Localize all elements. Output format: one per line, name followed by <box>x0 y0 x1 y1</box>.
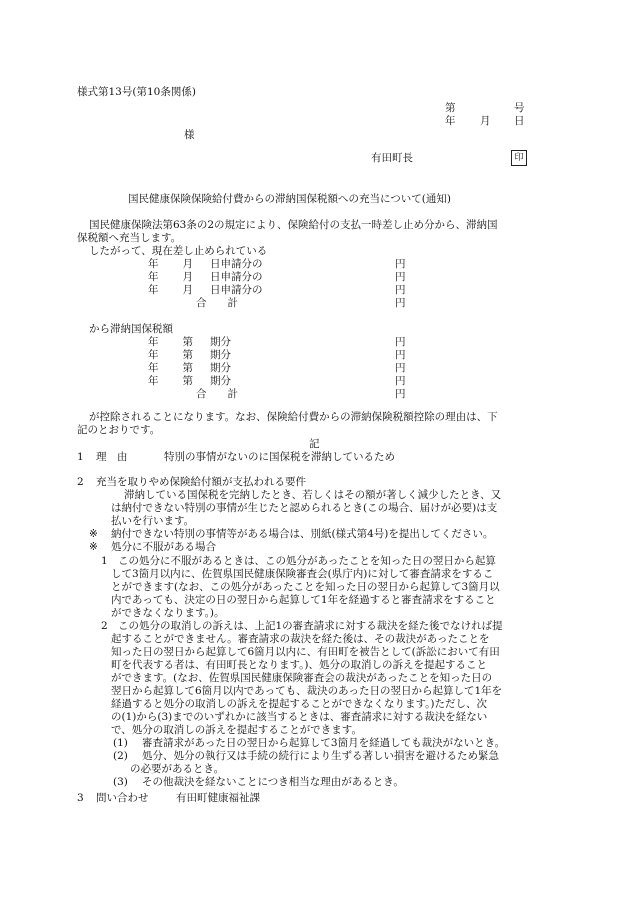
note-1: 納付できない特別の事情等がある場合は、別紙(様式第4号)を提出してください。 <box>111 528 494 540</box>
document-title: 国民健康保険保険給付費からの滞納国保税額への充当について(通知) <box>128 193 451 205</box>
section3-label: 問い合わせ <box>96 792 149 804</box>
withheld-row: 年 月 日申請分の <box>148 258 263 270</box>
seal-mark: 印 <box>511 150 527 166</box>
delinquent-heading: から滞納国保税額 <box>89 323 173 335</box>
deduction-line-1: が控除されることになります。なお、保険給付費からの滞納保険税額控除の理由は、下 <box>89 411 498 423</box>
exception-num: (3) <box>113 776 128 788</box>
note-mark: ※ <box>89 541 98 553</box>
withheld-yen: 円 <box>395 271 406 283</box>
note-2: 処分に不服がある場合 <box>111 541 216 553</box>
day-label: 日 <box>514 115 525 127</box>
delinquent-row: 年 第 期分 <box>148 362 231 374</box>
section3-num: 3 <box>77 792 84 804</box>
appeal2-line: ができます。(なお、佐賀県国民健康保険審査会の裁決があったことを知った日の <box>111 672 493 684</box>
section2-line-2: は納付できない特別の事情が生じたと認められるとき(この場合、届けが必要)は支 <box>111 502 498 514</box>
month-label: 月 <box>480 115 491 127</box>
section2-line-3: 払いを行います。 <box>111 515 195 527</box>
appeal2-line: の(1)から(3)までのいずれかに該当するときは、審査請求に対する裁決を経ない <box>111 711 488 723</box>
delinquent-yen: 円 <box>395 375 406 387</box>
appeal1-num: 1 <box>101 555 108 567</box>
delinquent-yen: 円 <box>395 362 406 374</box>
section2-label: 充当を取りやめ保険給付額が支払われる要件 <box>96 476 306 488</box>
sender: 有田町長 <box>371 152 413 164</box>
exception-text-cont: の必要があるとき。 <box>130 763 225 775</box>
deduction-line-2: 記のとおりです。 <box>77 424 161 436</box>
year-label: 年 <box>445 115 456 127</box>
appeal1-line: ができなくなります。)。 <box>111 607 225 619</box>
section2-line-1: 滞納している国保税を完納したとき、若しくはその額が著しく減少したとき、又 <box>124 489 502 501</box>
ki-heading: 記 <box>309 438 320 450</box>
withheld-total-label: 合 計 <box>196 297 238 309</box>
appeal2-num: 2 <box>101 620 108 632</box>
delinquent-yen: 円 <box>395 349 406 361</box>
exception-text: その他裁決を経ないことにつき相当な理由があるとき。 <box>142 776 404 788</box>
intro-line-2: 保税額へ充当します。 <box>77 232 182 244</box>
appeal1-line: とができます(なお、この処分があったことを知った日の翌日から起算して3箇月以 <box>111 581 500 593</box>
appeal1-line: この処分に不服があるときは、この処分があったことを知った日の翌日から起算 <box>118 555 496 567</box>
withheld-yen: 円 <box>395 258 406 270</box>
exception-text: 処分、処分の執行又は手続の続行により生ずる著しい損害を避けるため緊急 <box>142 750 499 762</box>
section1-text: 特別の事情がないのに国保税を滞納しているため <box>164 451 395 463</box>
intro-line-3: したがって、現在差し止められている <box>89 245 268 257</box>
delinquent-row: 年 第 期分 <box>148 375 231 387</box>
exception-text: 審査請求があった日の翌日から起算して3箇月を経過しても裁決がないとき。 <box>142 737 506 749</box>
appeal2-line: 町を代表する者は、有田町長となります。)、処分の取消しの訴えを提起すること <box>111 659 488 671</box>
form-number: 様式第13号(第10条関係) <box>77 86 196 98</box>
withheld-yen: 円 <box>395 284 406 296</box>
delinquent-row: 年 第 期分 <box>148 336 231 348</box>
delinquent-row: 年 第 期分 <box>148 349 231 361</box>
appeal1-line: して3箇月以内に、佐賀県国民健康保険審査会(県庁内)に対して審査請求をするこ <box>111 568 494 580</box>
intro-line-1: 国民健康保険法第63条の2の規定により、保険給付の支払一時差し止め分から、滞納国 <box>89 219 498 231</box>
section3-text: 有田町健康福祉課 <box>176 792 260 804</box>
appeal2-line: 知った日の翌日から起算して6箇月以内に、有田町を被告として(訴訟において有田 <box>111 646 500 658</box>
section1-label: 理 由 <box>96 451 128 463</box>
appeal2-line: で、処分の取消しの訴えを提起することができます。 <box>111 724 362 736</box>
appeal1-line: 内であっても、決定の日の翌日から起算して1年を経過すると審査請求をすること <box>111 594 496 606</box>
note-mark: ※ <box>89 528 98 540</box>
withheld-total-yen: 円 <box>395 297 406 309</box>
appeal2-line: 起することができません。審査請求の裁決を経た後は、その裁決があったことを <box>111 633 490 645</box>
delinquent-total-label: 合 計 <box>196 388 238 400</box>
withheld-row: 年 月 日申請分の <box>148 271 263 283</box>
appeal2-line: 翌日から起算して6箇月以内であっても、裁決のあった日の翌日から起算して1年を <box>111 685 503 697</box>
addressee-suffix: 様 <box>184 129 195 141</box>
exception-num: (1) <box>113 737 128 749</box>
appeal2-line: この処分の取消しの訴えは、上記1の審査請求に対する裁決を経た後でなければ提 <box>118 620 503 632</box>
section1-num: 1 <box>77 451 84 463</box>
doc-no-label: 第 <box>445 102 456 114</box>
section2-num: 2 <box>77 476 84 488</box>
doc-no-suffix: 号 <box>514 102 525 114</box>
delinquent-total-yen: 円 <box>395 388 406 400</box>
delinquent-yen: 円 <box>395 336 406 348</box>
appeal2-line: 経過すると処分の取消しの訴えを提起することができなくなります。)ただし、次 <box>111 698 488 710</box>
withheld-row: 年 月 日申請分の <box>148 284 263 296</box>
exception-num: (2) <box>113 750 128 762</box>
